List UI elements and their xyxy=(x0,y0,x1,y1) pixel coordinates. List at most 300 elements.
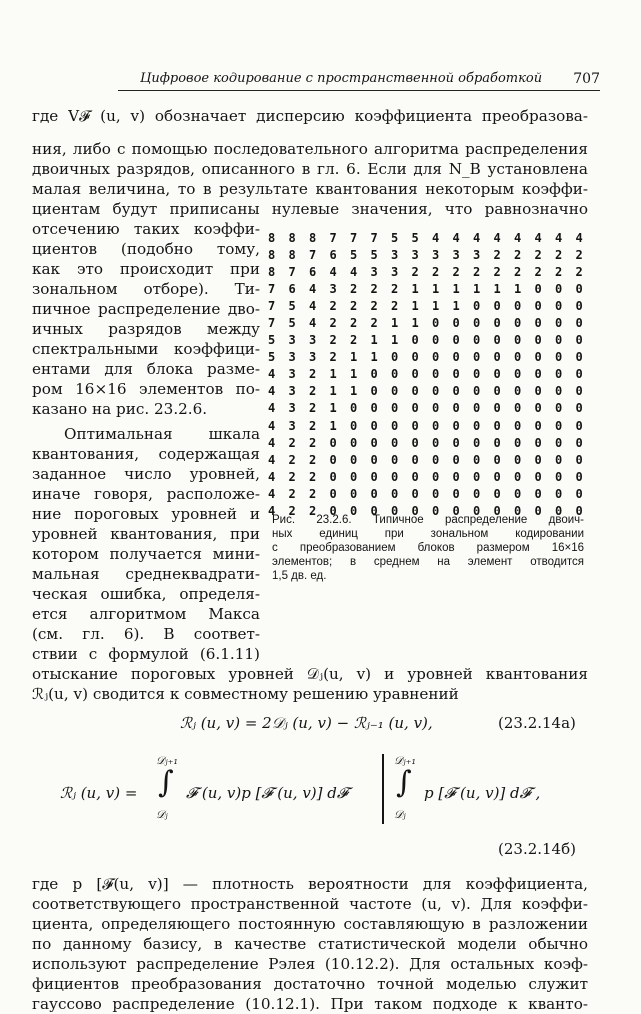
matrix-cell: 0 xyxy=(370,503,378,518)
matrix-cell: 0 xyxy=(370,367,378,382)
matrix-cell: 0 xyxy=(493,333,501,348)
matrix-cell: 0 xyxy=(534,469,542,484)
matrix-cell: 0 xyxy=(329,435,337,450)
matrix-cell: 5 xyxy=(350,248,358,263)
matrix-cell: 3 xyxy=(391,248,399,263)
matrix-cell: 1 xyxy=(432,299,440,314)
matrix-cell: 1 xyxy=(514,282,522,297)
matrix-cell: 0 xyxy=(575,350,583,365)
matrix-cell: 1 xyxy=(370,333,378,348)
matrix-cell: 0 xyxy=(555,316,563,331)
matrix-cell: 0 xyxy=(370,486,378,501)
matrix-cell: 0 xyxy=(575,282,583,297)
left-col-line: ствии с формулой (6.1.11) xyxy=(32,645,260,663)
matrix-cell: 0 xyxy=(514,299,522,314)
matrix-cell: 3 xyxy=(432,248,440,263)
matrix-cell: 7 xyxy=(288,265,296,280)
matrix-cell: 5 xyxy=(411,231,419,245)
matrix-cell: 0 xyxy=(575,486,583,501)
matrix-cell: 2 xyxy=(309,367,317,382)
left-col-line: как это происходит при xyxy=(32,260,260,278)
matrix-cell: 7 xyxy=(309,248,317,263)
matrix-cell: 0 xyxy=(514,333,522,348)
matrix-cell: 0 xyxy=(432,316,440,331)
matrix-cell: 0 xyxy=(370,418,378,433)
matrix-cell: 0 xyxy=(370,401,378,416)
matrix-cell: 5 xyxy=(268,333,276,348)
matrix-cell: 2 xyxy=(309,384,317,399)
matrix-cell: 0 xyxy=(452,333,460,348)
matrix-cell: 8 xyxy=(268,248,276,263)
matrix-cell: 0 xyxy=(555,282,563,297)
matrix-cell: 0 xyxy=(473,384,481,399)
matrix-cell: 0 xyxy=(473,333,481,348)
matrix-cell: 0 xyxy=(391,384,399,399)
matrix-cell: 2 xyxy=(309,486,317,501)
matrix-cell: 1 xyxy=(350,384,358,399)
left-col-line: мальная среднеквадрати- xyxy=(32,565,260,583)
matrix-cell: 0 xyxy=(432,367,440,382)
matrix-cell: 3 xyxy=(309,333,317,348)
matrix-cell: 7 xyxy=(370,231,378,245)
matrix-cell: 4 xyxy=(350,265,358,280)
matrix-cell: 0 xyxy=(350,469,358,484)
matrix-cell: 7 xyxy=(329,231,337,245)
matrix-cell: 0 xyxy=(555,384,563,399)
caption-line: с преобразованием блоков размером 16×16 xyxy=(272,542,584,554)
matrix-cell: 5 xyxy=(370,248,378,263)
matrix-cell: 4 xyxy=(268,401,276,416)
matrix-cell: 3 xyxy=(411,248,419,263)
matrix-cell: 2 xyxy=(411,265,419,280)
matrix-cell: 2 xyxy=(329,350,337,365)
matrix-cell: 0 xyxy=(452,384,460,399)
matrix-cell: 6 xyxy=(288,282,296,297)
matrix-cell: 0 xyxy=(411,401,419,416)
matrix-cell: 0 xyxy=(391,503,399,518)
matrix-cell: 0 xyxy=(575,384,583,399)
text-line-bottom-1: где p [𝓕(u, v)] — плотность вероятности для коэффициента, xyxy=(32,875,588,893)
matrix-cell: 0 xyxy=(473,316,481,331)
matrix-cell: 0 xyxy=(391,418,399,433)
running-header xyxy=(118,68,600,91)
matrix-cell: 4 xyxy=(268,384,276,399)
matrix-cell: 0 xyxy=(411,418,419,433)
matrix-cell: 0 xyxy=(411,367,419,382)
matrix-cell: 1 xyxy=(411,282,419,297)
matrix-cell: 0 xyxy=(493,452,501,467)
left-col-line: ется алгоритмом Макса xyxy=(32,605,260,623)
matrix-cell: 0 xyxy=(514,401,522,416)
caption-line: элементов; в среднем на элемент отводится xyxy=(272,556,584,568)
matrix-cell: 4 xyxy=(534,231,542,245)
matrix-cell: 5 xyxy=(288,316,296,331)
figure-caption xyxy=(272,513,584,583)
matrix-cell: 3 xyxy=(329,282,337,297)
text-line-bottom-2: соответствующего пространственной частоте (u, v). Для коэффи- xyxy=(32,895,588,913)
matrix-cell: 0 xyxy=(534,333,542,348)
matrix-cell: 2 xyxy=(288,469,296,484)
equation-number-b: (23.2.14б) xyxy=(498,840,576,858)
matrix-cell: 2 xyxy=(391,299,399,314)
matrix-cell: 7 xyxy=(268,316,276,331)
matrix-cell: 1 xyxy=(432,282,440,297)
matrix-cell: 2 xyxy=(309,435,317,450)
matrix-cell: 2 xyxy=(370,299,378,314)
matrix-cell: 2 xyxy=(555,248,563,263)
matrix-cell: 6 xyxy=(329,248,337,263)
matrix-cell: 0 xyxy=(534,316,542,331)
matrix-cell: 0 xyxy=(534,486,542,501)
matrix-cell: 0 xyxy=(514,452,522,467)
matrix-cell: 0 xyxy=(575,333,583,348)
equation-23-2-14a: ℛⱼ (u, v) = 2𝒟ⱼ (u, v) − ℛⱼ₋₁ (u, v), xyxy=(180,714,433,732)
matrix-cell: 0 xyxy=(452,452,460,467)
matrix-cell: 0 xyxy=(514,503,522,518)
eq2-upper-limit: 𝒟ⱼ₊₁ xyxy=(156,754,178,767)
matrix-cell: 2 xyxy=(350,299,358,314)
matrix-cell: 1 xyxy=(370,350,378,365)
matrix-cell: 1 xyxy=(350,350,358,365)
left-col-line: котором получается мини- xyxy=(32,545,260,563)
matrix-cell: 1 xyxy=(329,418,337,433)
matrix-cell: 1 xyxy=(391,316,399,331)
matrix-cell: 0 xyxy=(534,299,542,314)
matrix-cell: 0 xyxy=(575,316,583,331)
matrix-cell: 0 xyxy=(575,401,583,416)
matrix-cell: 0 xyxy=(534,350,542,365)
left-col-line: циентов (подобно тому, xyxy=(32,240,260,258)
matrix-cell: 4 xyxy=(268,435,276,450)
matrix-cell: 4 xyxy=(268,469,276,484)
bit-allocation-matrix xyxy=(268,230,596,520)
matrix-cell: 0 xyxy=(391,469,399,484)
matrix-cell: 8 xyxy=(268,231,276,245)
left-col-line: ром 16×16 элементов по- xyxy=(32,380,260,398)
matrix-cell: 0 xyxy=(350,486,358,501)
matrix-cell: 0 xyxy=(432,435,440,450)
matrix-cell: 0 xyxy=(534,384,542,399)
matrix-cell: 0 xyxy=(411,486,419,501)
matrix-cell: 0 xyxy=(473,350,481,365)
eq2-lower-limit-2: 𝒟ⱼ xyxy=(394,808,406,821)
matrix-cell: 0 xyxy=(391,367,399,382)
matrix-cell: 2 xyxy=(493,265,501,280)
matrix-cell: 0 xyxy=(452,367,460,382)
matrix-cell: 0 xyxy=(555,418,563,433)
matrix-cell: 4 xyxy=(432,231,440,245)
matrix-cell: 1 xyxy=(473,282,481,297)
matrix-cell: 0 xyxy=(329,469,337,484)
matrix-cell: 8 xyxy=(268,265,276,280)
matrix-cell: 4 xyxy=(309,299,317,314)
fraction-bar xyxy=(382,754,384,824)
matrix-cell: 2 xyxy=(452,265,460,280)
matrix-cell: 5 xyxy=(288,299,296,314)
matrix-cell: 3 xyxy=(370,265,378,280)
matrix-cell: 0 xyxy=(534,418,542,433)
matrix-cell: 0 xyxy=(514,350,522,365)
matrix-cell: 0 xyxy=(473,469,481,484)
matrix-cell: 7 xyxy=(268,299,276,314)
matrix-cell: 0 xyxy=(514,418,522,433)
matrix-cell: 0 xyxy=(432,452,440,467)
matrix-cell: 0 xyxy=(493,316,501,331)
matrix-cell: 2 xyxy=(309,469,317,484)
eq2-denominator: p [𝓕 (u, v)] d𝓕 , xyxy=(424,784,541,802)
running-title: Цифровое кодирование с пространственной обработкой xyxy=(140,71,543,86)
matrix-cell: 8 xyxy=(288,248,296,263)
matrix-cell: 4 xyxy=(268,418,276,433)
eq2-upper-limit-2: 𝒟ⱼ₊₁ xyxy=(394,754,416,767)
matrix-cell: 2 xyxy=(288,452,296,467)
matrix-cell: 1 xyxy=(452,299,460,314)
matrix-cell: 0 xyxy=(432,418,440,433)
matrix-cell: 2 xyxy=(370,282,378,297)
matrix-cell: 0 xyxy=(432,401,440,416)
left-col-line: ческая ошибка, определя- xyxy=(32,585,260,603)
text-line-middle-1: отыскание пороговых уровней 𝒟ⱼ(u, v) и уровней квантования xyxy=(32,665,588,683)
matrix-cell: 4 xyxy=(452,231,460,245)
matrix-cell: 0 xyxy=(452,503,460,518)
text-line-middle-2: ℛⱼ(u, v) сводится к совместному решению уравнений xyxy=(32,685,459,703)
matrix-cell: 0 xyxy=(452,469,460,484)
matrix-cell: 2 xyxy=(514,248,522,263)
matrix-cell: 0 xyxy=(575,503,583,518)
matrix-cell: 2 xyxy=(329,316,337,331)
left-col-line: ние пороговых уровней и xyxy=(32,505,260,523)
matrix-cell: 3 xyxy=(288,384,296,399)
matrix-cell: 3 xyxy=(288,418,296,433)
matrix-cell: 0 xyxy=(370,384,378,399)
eq2-lower-limit: 𝒟ⱼ xyxy=(156,808,168,821)
matrix-cell: 3 xyxy=(473,248,481,263)
text-line-bottom-6: фициентов преобразования достаточно точной моделью служит xyxy=(32,975,588,993)
matrix-cell: 4 xyxy=(555,231,563,245)
matrix-cell: 0 xyxy=(473,503,481,518)
text-line-3: двоичных разрядов, описанного в гл. 6. Если для N_B установлена xyxy=(32,160,588,178)
matrix-cell: 0 xyxy=(391,452,399,467)
matrix-cell: 0 xyxy=(493,435,501,450)
matrix-cell: 0 xyxy=(473,299,481,314)
left-col-line: заданное число уровней, xyxy=(32,465,260,483)
left-col-line: спектральными коэффици- xyxy=(32,340,260,358)
matrix-cell: 0 xyxy=(493,486,501,501)
matrix-cell: 0 xyxy=(534,401,542,416)
matrix-cell: 7 xyxy=(350,231,358,245)
matrix-cell: 2 xyxy=(309,418,317,433)
matrix-cell: 0 xyxy=(370,469,378,484)
matrix-cell: 3 xyxy=(288,333,296,348)
matrix-cell: 0 xyxy=(329,452,337,467)
matrix-cell: 0 xyxy=(370,452,378,467)
matrix-cell: 2 xyxy=(350,316,358,331)
matrix-cell: 8 xyxy=(309,231,317,245)
matrix-cell: 0 xyxy=(432,384,440,399)
matrix-cell: 2 xyxy=(288,435,296,450)
left-col-line: пичное распределение дво- xyxy=(32,300,260,318)
matrix-cell: 1 xyxy=(411,299,419,314)
matrix-cell: 4 xyxy=(268,452,276,467)
matrix-cell: 1 xyxy=(411,316,419,331)
matrix-cell: 0 xyxy=(411,469,419,484)
matrix-cell: 0 xyxy=(555,469,563,484)
matrix-cell: 0 xyxy=(493,503,501,518)
left-col-line: зональном отборе). Ти- xyxy=(32,280,260,298)
matrix-cell: 2 xyxy=(432,265,440,280)
left-col-line: казано на рис. 23.2.6. xyxy=(32,400,208,418)
matrix-cell: 0 xyxy=(514,469,522,484)
left-col-line: квантования, содержащая xyxy=(32,445,260,463)
matrix-cell: 0 xyxy=(473,435,481,450)
matrix-cell: 0 xyxy=(575,299,583,314)
matrix-cell: 3 xyxy=(391,265,399,280)
integral-sign: ∫ xyxy=(158,765,174,800)
matrix-cell: 0 xyxy=(575,418,583,433)
matrix-cell: 0 xyxy=(411,503,419,518)
matrix-cell: 0 xyxy=(350,435,358,450)
matrix-cell: 0 xyxy=(411,350,419,365)
matrix-cell: 0 xyxy=(575,435,583,450)
matrix-cell: 0 xyxy=(493,418,501,433)
matrix-cell: 2 xyxy=(575,248,583,263)
matrix-cell: 5 xyxy=(391,231,399,245)
matrix-cell: 2 xyxy=(370,316,378,331)
matrix-cell: 4 xyxy=(309,282,317,297)
matrix-cell: 0 xyxy=(452,486,460,501)
matrix-cell: 0 xyxy=(555,350,563,365)
matrix-cell: 0 xyxy=(514,316,522,331)
text-line-bottom-5: используют распределение Рэлея (10.12.2). Для остальных коэф- xyxy=(32,955,588,973)
matrix-cell: 0 xyxy=(493,401,501,416)
matrix-cell: 4 xyxy=(514,231,522,245)
matrix-cell: 0 xyxy=(370,435,378,450)
matrix-cell: 4 xyxy=(268,486,276,501)
matrix-cell: 0 xyxy=(493,299,501,314)
matrix-cell: 8 xyxy=(288,231,296,245)
left-col-line: иначе говоря, расположе- xyxy=(32,485,260,503)
matrix-cell: 4 xyxy=(575,231,583,245)
matrix-cell: 0 xyxy=(473,486,481,501)
matrix-cell: 2 xyxy=(309,503,317,518)
matrix-cell: 0 xyxy=(329,503,337,518)
matrix-cell: 0 xyxy=(350,503,358,518)
matrix-cell: 4 xyxy=(493,231,501,245)
matrix-cell: 0 xyxy=(391,401,399,416)
matrix-cell: 0 xyxy=(329,486,337,501)
matrix-cell: 3 xyxy=(452,248,460,263)
matrix-cell: 2 xyxy=(350,282,358,297)
matrix-cell: 0 xyxy=(555,401,563,416)
matrix-cell: 0 xyxy=(575,367,583,382)
matrix-cell: 3 xyxy=(288,367,296,382)
matrix-cell: 0 xyxy=(575,469,583,484)
matrix-cell: 2 xyxy=(329,299,337,314)
matrix-cell: 2 xyxy=(350,333,358,348)
matrix-cell: 1 xyxy=(350,367,358,382)
matrix-cell: 0 xyxy=(391,350,399,365)
caption-line: Рис. 23.2.6. Типичное распределение двоич- xyxy=(272,514,584,526)
matrix-cell: 2 xyxy=(288,486,296,501)
matrix-cell: 0 xyxy=(514,384,522,399)
matrix-cell: 0 xyxy=(411,333,419,348)
matrix-cell: 4 xyxy=(268,503,276,518)
matrix-cell: 0 xyxy=(432,486,440,501)
matrix-cell: 2 xyxy=(309,401,317,416)
matrix-cell: 0 xyxy=(575,452,583,467)
caption-line: 1,5 дв. ед. xyxy=(272,570,327,582)
matrix-cell: 0 xyxy=(493,350,501,365)
matrix-cell: 0 xyxy=(452,418,460,433)
text-line-bottom-4: по данному базису, в качестве статистической модели обычно xyxy=(32,935,588,953)
matrix-cell: 1 xyxy=(493,282,501,297)
matrix-cell: 0 xyxy=(534,367,542,382)
matrix-cell: 0 xyxy=(493,384,501,399)
matrix-cell: 0 xyxy=(411,435,419,450)
matrix-cell: 0 xyxy=(555,333,563,348)
matrix-cell: 3 xyxy=(288,401,296,416)
matrix-cell: 0 xyxy=(391,435,399,450)
matrix-cell: 4 xyxy=(473,231,481,245)
matrix-cell: 0 xyxy=(411,452,419,467)
text-line-2: ния, либо с помощью последовательного алгоритма распределения xyxy=(32,140,588,158)
matrix-cell: 2 xyxy=(493,248,501,263)
matrix-cell: 0 xyxy=(514,486,522,501)
matrix-cell: 7 xyxy=(268,282,276,297)
left-col-line: ичных разрядов между xyxy=(32,320,260,338)
text-line-bottom-3: циента, определяющего постоянную составляющую в разложении xyxy=(32,915,588,933)
matrix-cell: 0 xyxy=(493,469,501,484)
matrix-cell: 0 xyxy=(555,503,563,518)
matrix-cell: 2 xyxy=(534,265,542,280)
matrix-cell: 1 xyxy=(329,401,337,416)
matrix-cell: 0 xyxy=(473,367,481,382)
left-col-line: Оптимальная шкала xyxy=(64,425,260,443)
matrix-cell: 5 xyxy=(268,350,276,365)
matrix-cell: 0 xyxy=(432,350,440,365)
matrix-cell: 0 xyxy=(493,367,501,382)
matrix-cell: 0 xyxy=(452,401,460,416)
eq2-numerator: 𝓕 (u, v)p [𝓕 (u, v)] d𝓕 xyxy=(186,784,348,802)
matrix-cell: 6 xyxy=(309,265,317,280)
matrix-cell: 0 xyxy=(534,452,542,467)
matrix-cell: 0 xyxy=(514,367,522,382)
matrix-cell: 4 xyxy=(329,265,337,280)
matrix-cell: 1 xyxy=(329,367,337,382)
left-col-line: (см. гл. 6). В соответ- xyxy=(32,625,260,643)
matrix-cell: 0 xyxy=(411,384,419,399)
matrix-cell: 0 xyxy=(350,452,358,467)
matrix-cell: 0 xyxy=(432,503,440,518)
matrix-cell: 1 xyxy=(329,384,337,399)
matrix-cell: 0 xyxy=(452,316,460,331)
matrix-cell: 2 xyxy=(391,282,399,297)
matrix-cell: 4 xyxy=(268,367,276,382)
matrix-cell: 0 xyxy=(391,486,399,501)
matrix-cell: 0 xyxy=(452,435,460,450)
matrix-cell: 3 xyxy=(288,350,296,365)
matrix-cell: 0 xyxy=(432,333,440,348)
matrix-cell: 2 xyxy=(514,265,522,280)
matrix-cell: 0 xyxy=(452,350,460,365)
matrix-cell: 2 xyxy=(473,265,481,280)
matrix-cell: 0 xyxy=(473,401,481,416)
left-col-line: отсечению таких коэффи- xyxy=(32,220,260,238)
matrix-cell: 0 xyxy=(555,486,563,501)
caption-line: ных единиц при зональном кодировании xyxy=(272,528,584,540)
text-line-5: циентам будут приписаны нулевые значения, что равнозначно xyxy=(32,200,588,218)
matrix-cell: 0 xyxy=(555,452,563,467)
